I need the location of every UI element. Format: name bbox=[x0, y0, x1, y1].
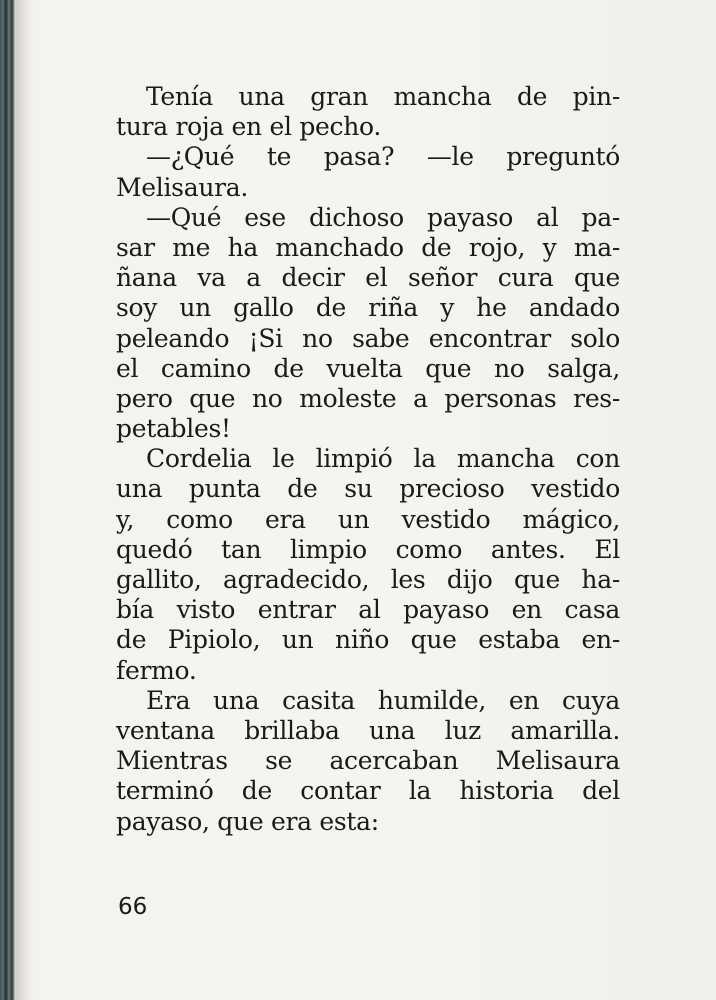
text-line: gallito, agradecido, les dijo que ha- bbox=[116, 565, 620, 594]
text-line: payaso, que era esta: bbox=[116, 806, 379, 836]
page-number: 66 bbox=[118, 894, 148, 920]
body-text bbox=[116, 82, 620, 837]
text-line: petables! bbox=[116, 414, 231, 444]
text-line: tura roja en el pecho. bbox=[116, 112, 381, 142]
text-line: soy un gallo de riña y he andado bbox=[116, 293, 620, 323]
text-line: una punta de su precioso vestido bbox=[116, 474, 620, 504]
text-line: Era una casita humilde, en cuya bbox=[146, 685, 620, 715]
text-line: fermo. bbox=[116, 655, 197, 685]
text-line: Tenía una gran mancha de pin- bbox=[146, 82, 620, 111]
text-line: Mientras se acercaban Melisaura bbox=[116, 746, 620, 776]
text-line: ñana va a decir el señor cura que bbox=[116, 263, 620, 293]
text-line: quedó tan limpio como antes. El bbox=[116, 534, 620, 564]
text-line: bía visto entrar al payaso en casa bbox=[116, 595, 620, 625]
text-line: peleando ¡Si no sabe encontrar solo bbox=[116, 323, 620, 353]
text-line: sar me ha manchado de rojo, y ma- bbox=[116, 232, 620, 262]
text-line: y, como era un vestido mágico, bbox=[116, 504, 620, 534]
text-line: terminó de contar la historia del bbox=[116, 776, 620, 806]
book-binding-edge bbox=[0, 0, 16, 1000]
text-line: ventana brillaba una luz amarilla. bbox=[116, 715, 620, 745]
text-line: Cordelia le limpió la mancha con bbox=[146, 444, 620, 474]
text-line: —¿Qué te pasa? —le preguntó bbox=[146, 142, 620, 172]
binding-shadow bbox=[16, 0, 30, 1000]
text-line: de Pipiolo, un niño que estaba en- bbox=[116, 625, 620, 655]
text-line: —Qué ese dichoso payaso al pa- bbox=[146, 202, 620, 232]
text-line: Melisaura. bbox=[116, 172, 249, 202]
text-line: el camino de vuelta que no salga, bbox=[116, 353, 620, 383]
text-line: pero que no moleste a personas res- bbox=[116, 383, 620, 413]
